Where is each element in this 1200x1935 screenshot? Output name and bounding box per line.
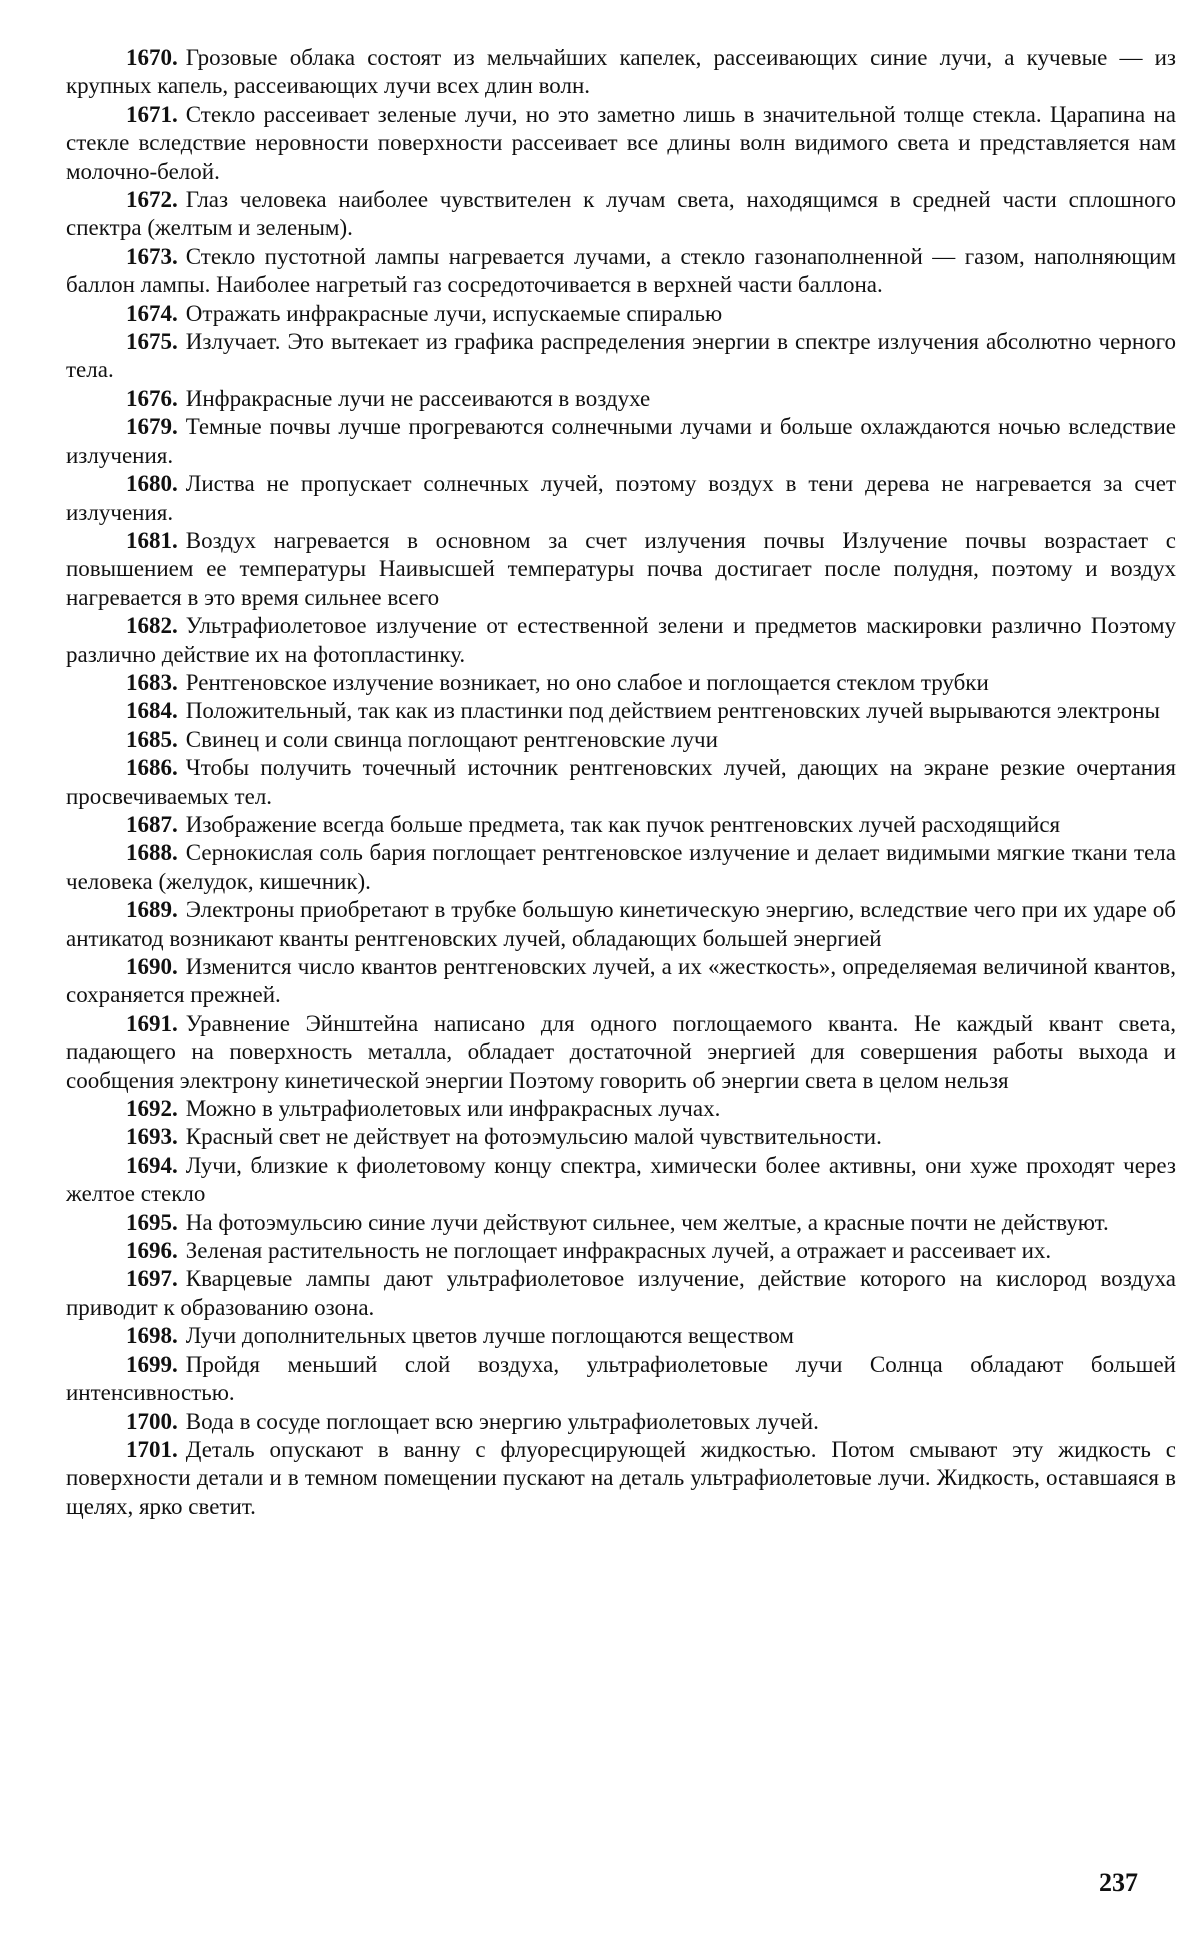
answer-text: Деталь опускают в ванну с флуоресцирующей жидкостью. Потом смывают эту жидкость с поверхности детали и в темном помещении пускают на деталь ультрафиолетовые лучи. Жидкость, оставшаяся в щелях, ярко светит. — [66, 1436, 1176, 1519]
answer-1690 — [66, 953, 1176, 1010]
answer-1696 — [66, 1237, 1176, 1265]
answer-text: Зеленая растительность не поглощает инфракрасных лучей, а отражает и рассеивает их. — [185, 1238, 1052, 1264]
answer-1681 — [66, 527, 1176, 612]
answer-1698 — [66, 1322, 1176, 1350]
answer-number: 1694. — [126, 1152, 178, 1178]
answer-number: 1687. — [126, 811, 178, 837]
answer-1700 — [66, 1408, 1176, 1436]
answer-number: 1700. — [126, 1408, 178, 1434]
answer-number: 1686. — [126, 755, 178, 781]
answer-text: Чтобы получить точечный источник рентгеновских лучей, дающих на экране резкие очертания просвечиваемых тел. — [66, 755, 1176, 809]
answer-number: 1693. — [126, 1124, 178, 1150]
answer-text: Лучи, близкие к фиолетовому концу спектра, химически более активны, они хуже проходят через желтое стекло — [66, 1152, 1176, 1207]
answer-number: 1701. — [126, 1436, 178, 1462]
answer-number: 1670. — [126, 45, 178, 70]
answer-number: 1688. — [126, 840, 178, 866]
answer-number: 1672. — [126, 187, 178, 213]
answer-text: Ультрафиолетовое излучение от естественной зелени и предметов маскировки различно Поэтому различно действие их на фотопластинку. — [66, 613, 1176, 667]
answer-1688 — [66, 839, 1176, 896]
answer-1679 — [66, 413, 1176, 470]
answer-number: 1691. — [126, 1010, 178, 1036]
answer-text: Грозовые облака состоят из мельчайших капелек, рассеивающих синие лучи, а кучевые — из крупных капель, рассеивающих лучи всех длин волн. — [66, 45, 1176, 99]
answer-number: 1681. — [126, 527, 178, 553]
answer-1689 — [66, 896, 1176, 953]
answer-number: 1675. — [126, 329, 178, 355]
answer-text: Красный свет не действует на фотоэмульсию малой чувствительности. — [185, 1124, 882, 1150]
answer-1684 — [66, 697, 1176, 725]
answers-page — [66, 44, 1176, 1521]
answer-number: 1690. — [126, 954, 178, 979]
answer-text: Изображение всегда больше предмета, так как пучок рентгеновских лучей расходящийся — [185, 811, 1061, 837]
answer-text: Стекло рассеивает зеленые лучи, но это заметно лишь в значительной толще стекла. Царапина на стекле вследствие неровности поверхности рассеивает все длины волн видимого света и представляется нам молочно-белой. — [66, 101, 1176, 184]
answer-text: Воздух нагревается в основном за счет излучения почвы Излучение почвы возрастает с повышением ее температуры Наивысшей температуры почва достигает после полудня, поэтому и воздух нагревается в это время сильнее всего — [66, 527, 1176, 610]
answer-number: 1689. — [126, 897, 178, 923]
answer-text: Кварцевые лампы дают ультрафиолетовое излучение, действие которого на кислород воздуха приводит к образованию озона. — [66, 1266, 1176, 1320]
answer-number: 1671. — [126, 101, 178, 127]
answer-number: 1679. — [126, 414, 178, 440]
answer-1699 — [66, 1351, 1176, 1408]
answer-number: 1696. — [126, 1238, 178, 1264]
answer-1687 — [66, 811, 1176, 839]
answer-number: 1698. — [126, 1323, 178, 1349]
answer-text: Лучи дополнительных цветов лучше поглощаются веществом — [185, 1323, 794, 1349]
answer-1695 — [66, 1209, 1176, 1237]
answer-1691 — [66, 1010, 1176, 1095]
answer-number: 1683. — [126, 669, 178, 695]
answer-number: 1695. — [126, 1209, 178, 1235]
answer-text: Уравнение Эйнштейна написано для одного поглощаемого кванта. Не каждый квант света, падающего на поверхность металла, обладает достаточной энергией для совершения работы выхода и сообщения электрону кинетической энергии Поэтому говорить об энергии света в целом нельзя — [66, 1010, 1176, 1093]
answer-1682 — [66, 612, 1176, 669]
page-number: 237 — [1099, 1868, 1138, 1897]
answer-text: Изменится число квантов рентгеновских лучей, а их «жесткость», определяемая величиной квантов, сохраняется прежней. — [66, 954, 1176, 1008]
answer-number: 1699. — [126, 1351, 178, 1377]
answer-1672 — [66, 186, 1176, 243]
answer-1675 — [66, 328, 1176, 385]
answer-1686 — [66, 754, 1176, 811]
answer-number: 1676. — [126, 385, 178, 411]
answer-1697 — [66, 1265, 1176, 1322]
answer-1693 — [66, 1123, 1176, 1151]
answer-number: 1685. — [126, 726, 178, 752]
answer-text: Можно в ультрафиолетовых или инфракрасных лучах. — [185, 1096, 721, 1122]
answer-1683 — [66, 669, 1176, 697]
answer-1671 — [66, 101, 1176, 186]
answer-1692 — [66, 1095, 1176, 1123]
answer-text: Излучает. Это вытекает из графика распределения энергии в спектре излучения абсолютно черного тела. — [66, 329, 1176, 383]
answer-text: Сернокислая соль бария поглощает рентгеновское излучение и делает видимыми мягкие ткани тела человека (желудок, кишечник). — [66, 840, 1176, 894]
answer-text: Свинец и соли свинца поглощают рентгеновские лучи — [185, 726, 718, 752]
answer-number: 1680. — [126, 471, 178, 497]
answer-1670 — [66, 44, 1176, 101]
answer-number: 1684. — [126, 698, 178, 724]
answer-text: Глаз человека наиболее чувствителен к лучам света, находящимся в средней части сплошного спектра (желтым и зеленым). — [66, 187, 1176, 241]
answer-number: 1674. — [126, 300, 178, 326]
answer-number: 1682. — [126, 613, 178, 639]
answer-text: Стекло пустотной лампы нагревается лучами, а стекло газонаполненной — газом, наполняющим баллон лампы. Наиболее нагретый газ сосредоточивается в верхней части баллона. — [66, 243, 1176, 298]
answer-text: Пройдя меньший слой воздуха, ультрафиолетовые лучи Солнца обладают большей интенсивностью. — [66, 1351, 1176, 1406]
answer-1701 — [66, 1436, 1176, 1521]
answer-text: На фотоэмульсию синие лучи действуют сильнее, чем желтые, а красные почти не действуют. — [185, 1209, 1109, 1235]
answer-1673 — [66, 243, 1176, 300]
answer-1680 — [66, 470, 1176, 527]
answer-1685 — [66, 726, 1176, 754]
answer-text: Темные почвы лучше прогреваются солнечными лучами и больше охлаждаются ночью вследствие излучения. — [66, 414, 1176, 468]
answer-text: Электроны приобретают в трубке большую кинетическую энергию, вследствие чего при их ударе об антикатод возникают кванты рентгеновских лучей, обладающих большей энергией — [66, 897, 1176, 951]
answer-1676 — [66, 385, 1176, 413]
answer-number: 1692. — [126, 1096, 178, 1122]
answer-text: Положительный, так как из пластинки под действием рентгеновских лучей вырываются электроны — [185, 698, 1160, 724]
answer-1674 — [66, 300, 1176, 328]
answer-text: Листва не пропускает солнечных лучей, поэтому воздух в тени дерева не нагревается за счет излучения. — [66, 471, 1176, 525]
answer-text: Вода в сосуде поглощает всю энергию ультрафиолетовых лучей. — [185, 1408, 819, 1434]
answer-text: Рентгеновское излучение возникает, но оно слабое и поглощается стеклом трубки — [185, 669, 989, 695]
answer-text: Инфракрасные лучи не рассеиваются в воздухе — [185, 385, 651, 411]
answer-text: Отражать инфракрасные лучи, испускаемые спиралью — [185, 300, 723, 326]
answer-1694 — [66, 1152, 1176, 1209]
answer-number: 1697. — [126, 1266, 178, 1292]
answer-number: 1673. — [126, 243, 178, 269]
